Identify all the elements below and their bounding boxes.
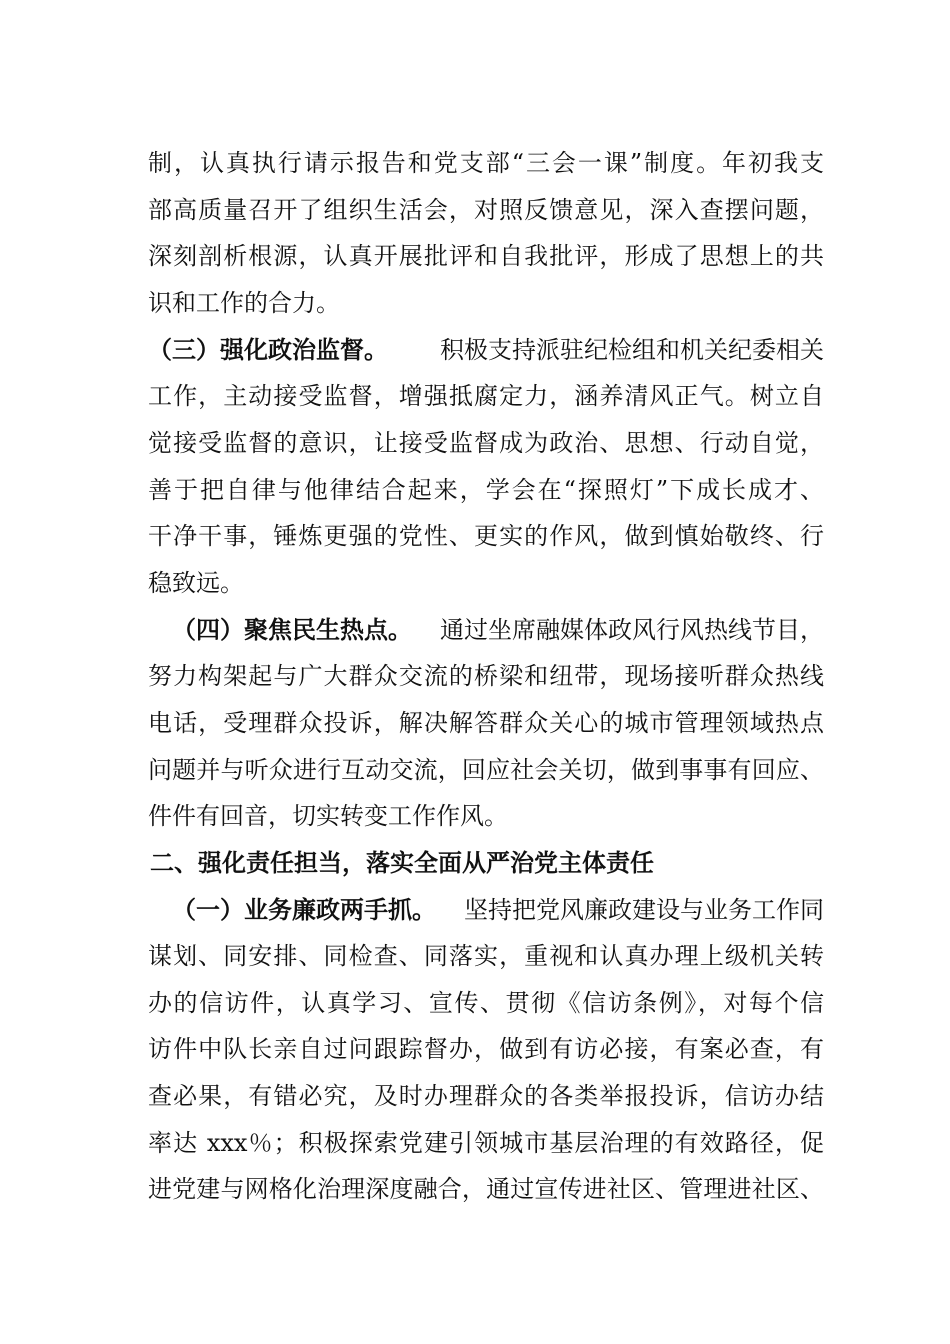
text-line: 干净干事，锤炼更强的党性、更实的作风，做到慎始敬终、行 bbox=[148, 522, 824, 551]
paragraph bbox=[148, 887, 824, 1214]
text-line bbox=[148, 327, 824, 374]
text-line: 办的信访件，认真学习、宣传、贯彻《信访条例》，对每个信 bbox=[148, 988, 824, 1017]
text-line: 电话，受理群众投诉，解决解答群众关心的城市管理领域热点 bbox=[148, 708, 824, 737]
text-run: 积极支持派驻纪检组和机关纪委相关 bbox=[440, 335, 824, 364]
text-line: 部高质量召开了组织生活会，对照反馈意见，深入查摆问题， bbox=[148, 195, 824, 224]
text-line bbox=[148, 887, 824, 934]
subsection-title: （一）业务廉政两手抓。 bbox=[172, 894, 436, 924]
text-run: 坚持把党风廉政建设与业务工作同 bbox=[464, 895, 824, 924]
text-line: 查必果，有错必究，及时办理群众的各类举报投诉，信访办结 bbox=[148, 1082, 824, 1111]
section-heading: 二、强化责任担当，落实全面从严治党主体责任 bbox=[150, 848, 654, 877]
text-line: 制，认真执行请示报告和党支部“三会一课”制度。年初我支 bbox=[148, 149, 824, 177]
text-line: 努力构架起与广大群众交流的桥梁和纽带，现场接听群众热线 bbox=[148, 662, 824, 691]
paragraph bbox=[148, 327, 824, 607]
text-line: 深刻剖析根源，认真开展批评和自我批评，形成了思想上的共 bbox=[148, 242, 824, 271]
text-line: 访件中队长亲自过问跟踪督办，做到有访必接，有案必查，有 bbox=[148, 1035, 824, 1064]
document-page bbox=[148, 140, 824, 1213]
paragraph bbox=[148, 607, 824, 840]
text-line: 稳致远。 bbox=[148, 568, 244, 597]
text-line: 识和工作的合力。 bbox=[148, 288, 340, 317]
text-line: 善于把自律与他律结合起来，学会在“探照灯”下成长成才、 bbox=[148, 475, 824, 504]
text-line: 件件有回音，切实转变工作作风。 bbox=[148, 802, 508, 831]
subsection-title: （三）强化政治监督。 bbox=[148, 334, 388, 364]
text-line: 率达 xxx％；积极探索党建引领城市基层治理的有效路径，促 bbox=[148, 1128, 824, 1157]
text-line: 工作，主动接受监督，增强抵腐定力，涵养清风正气。树立自 bbox=[148, 382, 824, 411]
text-line: 问题并与听众进行互动交流，回应社会关切，做到事事有回应、 bbox=[148, 755, 824, 784]
text-line bbox=[148, 607, 824, 654]
subsection-title: （四）聚焦民生热点。 bbox=[172, 614, 412, 644]
text-line: 进党建与网格化治理深度融合，通过宣传进社区、管理进社区、 bbox=[148, 1175, 824, 1204]
paragraph bbox=[148, 140, 824, 327]
text-run: 通过坐席融媒体政风行风热线节目， bbox=[440, 615, 824, 644]
text-line: 觉接受监督的意识，让接受监督成为政治、思想、行动自觉， bbox=[148, 428, 824, 457]
text-line: 谋划、同安排、同检查、同落实，重视和认真办理上级机关转 bbox=[148, 942, 824, 971]
